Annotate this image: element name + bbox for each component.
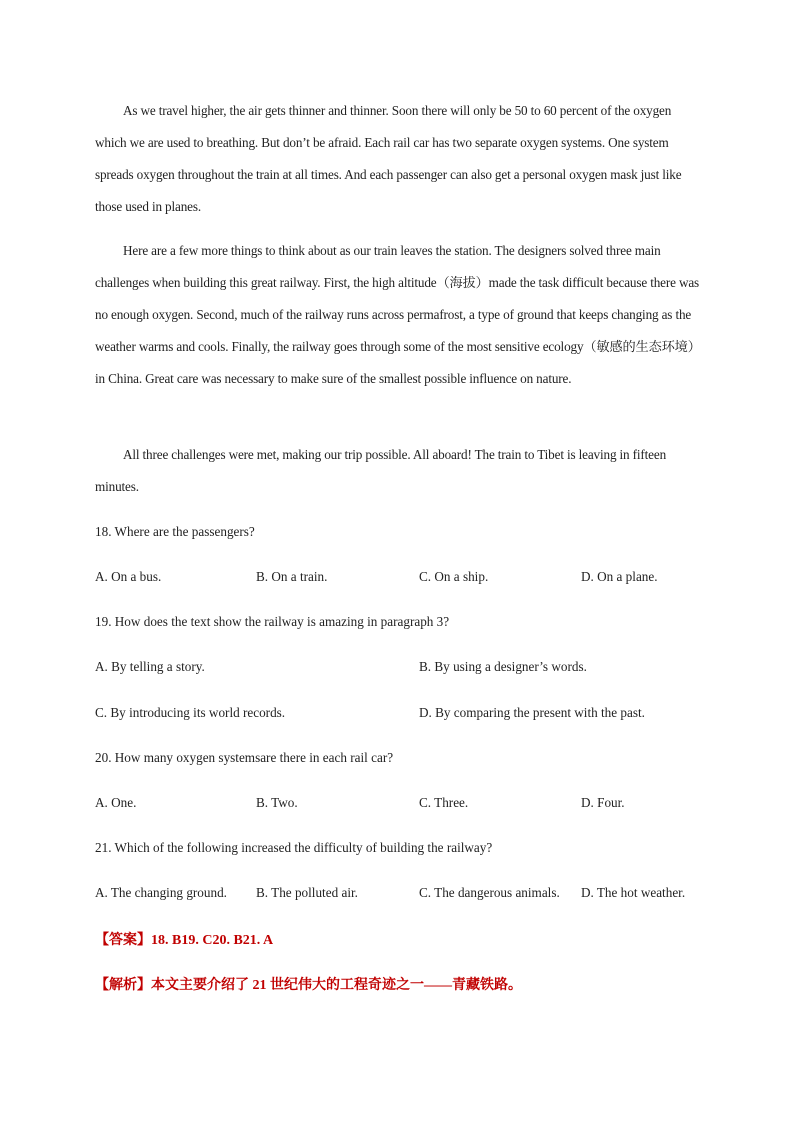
- option-a: A. The changing ground.: [95, 885, 227, 900]
- option-d: D. Four.: [581, 795, 625, 810]
- option-d: D. The hot weather.: [581, 885, 686, 900]
- option-c: C. The dangerous animals.: [419, 885, 560, 900]
- question-text: 21. Which of the following increased the difficulty of building the railway?: [95, 840, 493, 855]
- option-b: B. The polluted air.: [256, 885, 358, 900]
- option-a: A. One.: [95, 795, 137, 810]
- option-a: A. On a bus.: [95, 569, 162, 584]
- option-d: D. On a plane.: [581, 569, 658, 584]
- question-text: 19. How does the text show the railway is amazing in paragraph 3?: [95, 614, 450, 629]
- answer-key: 【答案】18. B19. C20. B21. A: [95, 933, 274, 948]
- option-a: A. By telling a story.: [95, 659, 205, 674]
- option-b: B. Two.: [256, 795, 298, 810]
- paragraph-aboard: All three challenges were met, making our trip possible. All aboard! The train to Tibet is leaving in fifteen minutes.: [95, 447, 667, 494]
- paragraph-challenges: Here are a few more things to think about as our train leaves the station. The designers solved three main challenges when building this great railway. First, the high altitude（海拔）made the task difficult because there was no enough oxygen. Second, much of the railway runs across permafrost, a type of ground that keeps changing as the weather warms and cools. Finally, the railway goes through some of the most sensitive ecology（敏感的生态环境）in China. Great care was necessary to make sure of the smallest possible influence on nature.: [95, 243, 701, 386]
- option-b: B. By using a designer’s words.: [419, 659, 587, 674]
- option-c: C. On a ship.: [419, 569, 489, 584]
- option-d: D. By comparing the present with the past.: [419, 705, 645, 720]
- option-c: C. By introducing its world records.: [95, 705, 286, 720]
- question-text: 20. How many oxygen systemsare there in each rail car?: [95, 750, 394, 765]
- analysis-text: 【解析】本文主要介绍了 21 世纪伟大的工程奇迹之一——青藏铁路。: [95, 978, 522, 993]
- question-text: 18. Where are the passengers?: [95, 524, 255, 539]
- option-c: C. Three.: [419, 795, 469, 810]
- option-b: B. On a train.: [256, 569, 328, 584]
- paragraph-oxygen: As we travel higher, the air gets thinner and thinner. Soon there will only be 50 to 60 percent of the oxygen which we are used to breathing. But don’t be afraid. Each rail car has two separate oxygen systems. One system spreads oxygen throughout the train at all times. And each passenger can also get a personal oxygen mask just like those used in planes.: [95, 103, 682, 214]
